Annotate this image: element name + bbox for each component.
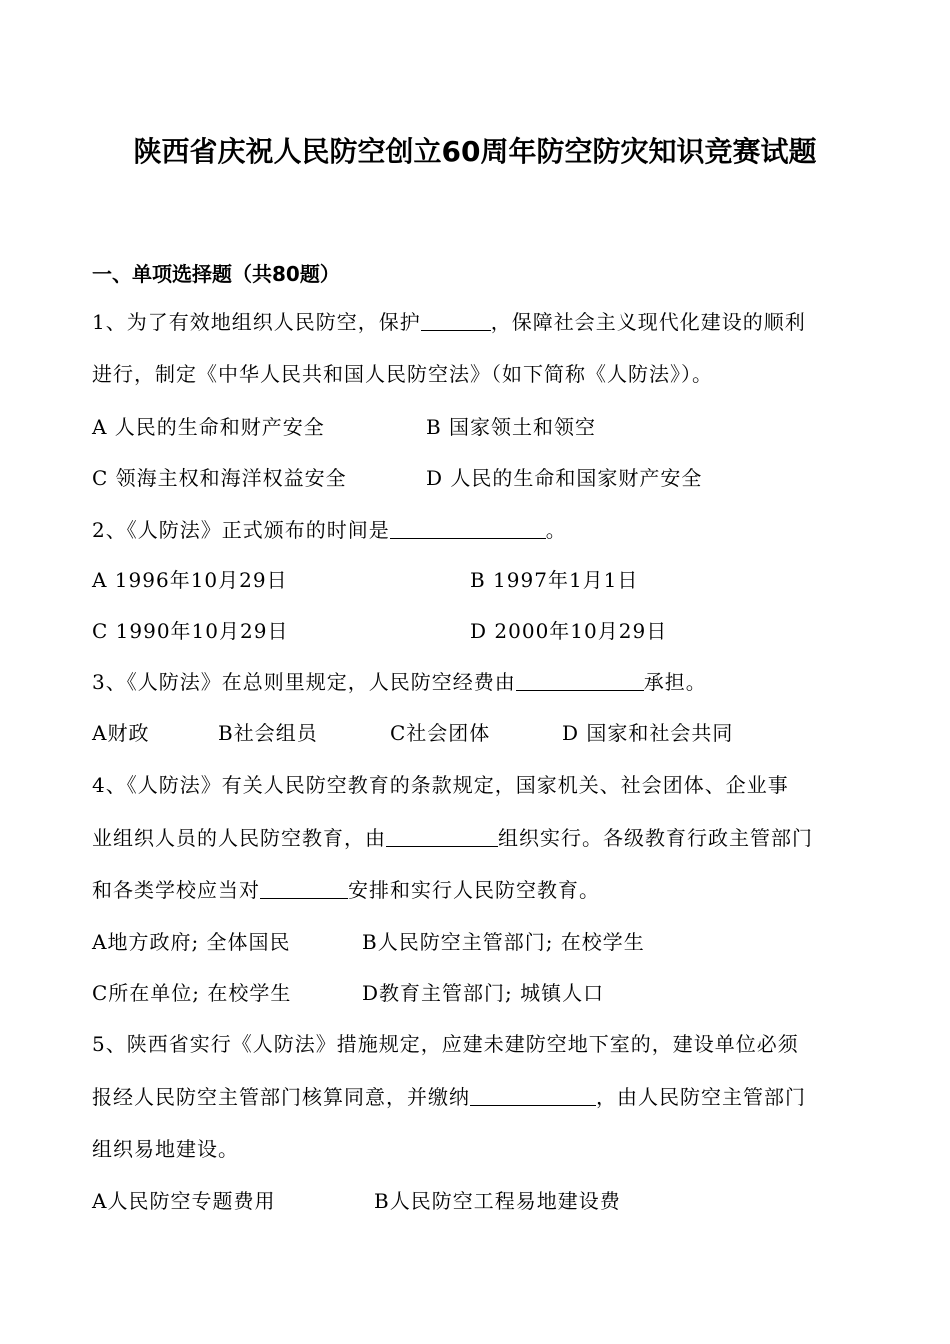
question-4-option-c: C所在单位; 在校学生 <box>92 981 292 1005</box>
question-3-option-b: B社会组员 <box>218 721 318 745</box>
question-5-text-b: ，由人民防空主管部门 <box>596 1085 806 1109</box>
question-3-option-d: D 国家和社会共同 <box>562 721 734 745</box>
question-4-option-a: A地方政府; 全体国民 <box>92 930 291 954</box>
question-4-line-1: 4、《人防法》有关人民防空教育的条款规定，国家机关、社会团体、企业事 <box>92 773 789 797</box>
question-5-text-a: 报经人民防空主管部门核算同意，并缴纳 <box>92 1085 470 1109</box>
question-3-option-c: C社会团体 <box>390 721 491 745</box>
question-5-line-3: 组织易地建设。 <box>92 1137 239 1161</box>
question-5-line-1: 5、陕西省实行《人防法》措施规定，应建未建防空地下室的，建设单位必须 <box>92 1032 799 1056</box>
question-5-line-2 <box>92 1083 806 1111</box>
question-5-option-b: B人民防空工程易地建设费 <box>374 1189 621 1213</box>
section-heading: 一、单项选择题（共80题） <box>92 262 340 286</box>
question-1-option-d: D 人民的生命和国家财产安全 <box>426 466 703 490</box>
question-4-option-d: D教育主管部门; 城镇人口 <box>362 981 605 1005</box>
answer-blank <box>260 878 348 899</box>
question-4-text-c: 和各类学校应当对 <box>92 878 260 902</box>
question-2-line-1 <box>92 516 567 544</box>
question-3-text-a: 3、《人防法》在总则里规定，人民防空经费由 <box>92 670 516 694</box>
question-1-text-a: 1、为了有效地组织人民防空，保护 <box>92 310 421 334</box>
question-3-text-b: 承担。 <box>643 670 707 694</box>
question-3-line-1 <box>92 668 707 696</box>
question-2-option-d: D 2000年10月29日 <box>470 619 668 643</box>
question-4-text-d: 安排和实行人民防空教育。 <box>348 878 600 902</box>
question-4-option-b: B人民防空主管部门; 在校学生 <box>362 930 645 954</box>
question-1-option-b: B 国家领土和领空 <box>426 415 597 439</box>
question-3-option-a: A财政 <box>92 721 150 745</box>
question-4-text-a: 业组织人员的人民防空教育，由 <box>92 826 386 850</box>
question-2-option-a: A 1996年10月29日 <box>92 568 288 592</box>
question-2-text-a: 2、《人防法》正式颁布的时间是 <box>92 518 390 542</box>
answer-blank <box>516 670 644 691</box>
question-1-option-c: C 领海主权和海洋权益安全 <box>92 466 347 490</box>
question-5-option-a: A人民防空专题费用 <box>92 1189 276 1213</box>
document-title: 陕西省庆祝人民防空创立60周年防空防灾知识竞赛试题 <box>133 135 817 168</box>
question-2-option-b: B 1997年1月1日 <box>470 568 639 592</box>
question-2-option-c: C 1990年10月29日 <box>92 619 289 643</box>
answer-blank <box>421 310 491 331</box>
question-1-text-b: ，保障社会主义现代化建设的顺利 <box>490 310 806 334</box>
question-4-line-2 <box>92 824 813 852</box>
question-1-line-1 <box>92 308 806 336</box>
question-4-text-b: 组织实行。各级教育行政主管部门 <box>498 826 813 850</box>
answer-blank <box>390 518 546 539</box>
question-4-line-3 <box>92 876 600 904</box>
question-1-option-a: A 人民的生命和财产安全 <box>92 415 325 439</box>
answer-blank <box>386 826 498 847</box>
question-2-text-b: 。 <box>545 518 567 542</box>
answer-blank <box>470 1085 596 1106</box>
question-1-line-2: 进行，制定《中华人民共和国人民防空法》（如下简称《人防法》）。 <box>92 362 713 386</box>
